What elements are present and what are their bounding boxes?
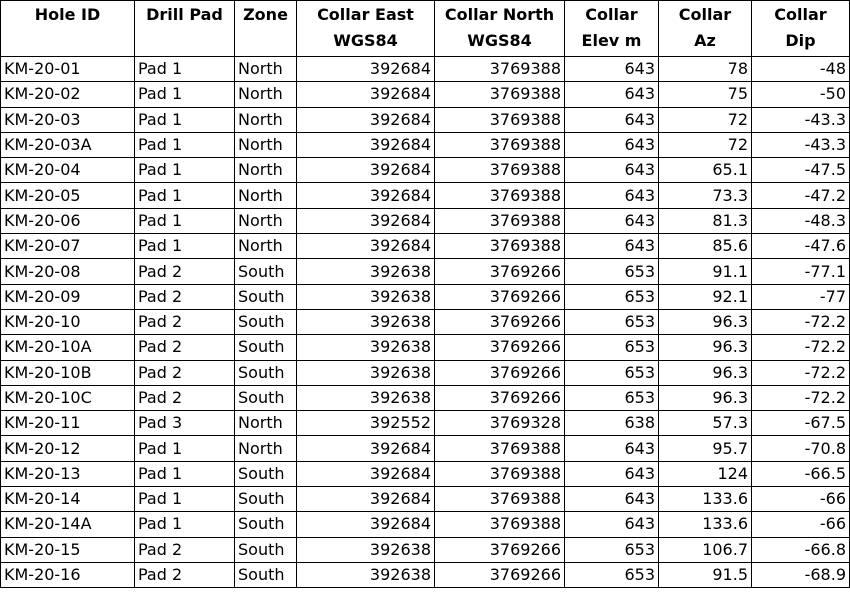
column-header-collar-elev: [565, 1, 659, 57]
cell-zone: South: [235, 562, 297, 587]
cell-collar-az: 106.7: [659, 537, 752, 562]
table-row: [1, 208, 850, 233]
cell-collar-north: 3769388: [435, 158, 565, 183]
cell-collar-az: 95.7: [659, 436, 752, 461]
cell-zone: North: [235, 107, 297, 132]
cell-drill-pad: Pad 1: [135, 208, 235, 233]
cell-collar-north: 3769388: [435, 234, 565, 259]
cell-hole-id: KM-20-06: [1, 208, 135, 233]
cell-collar-az: 81.3: [659, 208, 752, 233]
cell-collar-dip: -47.2: [752, 183, 850, 208]
cell-hole-id: KM-20-11: [1, 411, 135, 436]
cell-collar-az: 133.6: [659, 512, 752, 537]
table-row: [1, 259, 850, 284]
cell-collar-east: 392638: [297, 360, 435, 385]
cell-drill-pad: Pad 2: [135, 284, 235, 309]
column-header-line: Collar: [585, 5, 638, 24]
cell-collar-dip: -72.2: [752, 360, 850, 385]
cell-hole-id: KM-20-15: [1, 537, 135, 562]
cell-collar-north: 3769266: [435, 259, 565, 284]
cell-collar-az: 65.1: [659, 158, 752, 183]
column-header-line: Zone: [243, 5, 288, 24]
cell-hole-id: KM-20-09: [1, 284, 135, 309]
cell-collar-az: 96.3: [659, 309, 752, 334]
cell-zone: North: [235, 82, 297, 107]
cell-collar-elev: 643: [565, 158, 659, 183]
table-row: [1, 234, 850, 259]
cell-collar-az: 72: [659, 107, 752, 132]
cell-collar-elev: 653: [565, 259, 659, 284]
cell-collar-dip: -77: [752, 284, 850, 309]
cell-zone: South: [235, 487, 297, 512]
cell-collar-north: 3769388: [435, 107, 565, 132]
cell-collar-az: 85.6: [659, 234, 752, 259]
cell-collar-az: 133.6: [659, 487, 752, 512]
cell-hole-id: KM-20-12: [1, 436, 135, 461]
column-header-line: Az: [694, 31, 716, 50]
column-header-line: Collar: [774, 5, 827, 24]
cell-drill-pad: Pad 1: [135, 487, 235, 512]
table-row: [1, 385, 850, 410]
cell-collar-dip: -68.9: [752, 562, 850, 587]
cell-collar-east: 392684: [297, 82, 435, 107]
cell-zone: South: [235, 309, 297, 334]
column-header-line: Dip: [785, 31, 816, 50]
cell-collar-dip: -72.2: [752, 385, 850, 410]
cell-hole-id: KM-20-04: [1, 158, 135, 183]
table-row: [1, 57, 850, 82]
column-header-line: Elev m: [581, 31, 642, 50]
cell-drill-pad: Pad 1: [135, 82, 235, 107]
cell-collar-north: 3769266: [435, 284, 565, 309]
cell-collar-az: 96.3: [659, 335, 752, 360]
cell-collar-dip: -77.1: [752, 259, 850, 284]
cell-drill-pad: Pad 3: [135, 411, 235, 436]
table-body: [1, 57, 850, 588]
cell-collar-north: 3769388: [435, 461, 565, 486]
header-row: [1, 1, 850, 57]
cell-collar-elev: 653: [565, 385, 659, 410]
cell-zone: South: [235, 335, 297, 360]
cell-collar-elev: 643: [565, 512, 659, 537]
cell-collar-elev: 653: [565, 537, 659, 562]
cell-collar-az: 57.3: [659, 411, 752, 436]
column-header-hole-id: [1, 1, 135, 57]
column-header-line: Collar East: [317, 5, 414, 24]
cell-hole-id: KM-20-14: [1, 487, 135, 512]
cell-collar-east: 392638: [297, 562, 435, 587]
column-header-line: Hole ID: [34, 5, 101, 24]
column-header-line: Collar North: [444, 5, 555, 24]
cell-drill-pad: Pad 1: [135, 461, 235, 486]
cell-collar-az: 78: [659, 57, 752, 82]
cell-collar-elev: 643: [565, 132, 659, 157]
cell-drill-pad: Pad 1: [135, 57, 235, 82]
table-row: [1, 284, 850, 309]
cell-hole-id: KM-20-02: [1, 82, 135, 107]
cell-collar-east: 392684: [297, 132, 435, 157]
cell-collar-elev: 653: [565, 360, 659, 385]
cell-collar-dip: -48: [752, 57, 850, 82]
table-row: [1, 360, 850, 385]
cell-drill-pad: Pad 1: [135, 132, 235, 157]
cell-collar-east: 392638: [297, 259, 435, 284]
cell-hole-id: KM-20-10A: [1, 335, 135, 360]
cell-collar-elev: 643: [565, 57, 659, 82]
column-header-zone: [235, 1, 297, 57]
cell-collar-elev: 643: [565, 208, 659, 233]
column-header-line: Collar: [678, 5, 732, 24]
cell-collar-north: 3769328: [435, 411, 565, 436]
cell-collar-east: 392684: [297, 436, 435, 461]
column-header-collar-east: [297, 1, 435, 57]
table-row: [1, 461, 850, 486]
cell-collar-east: 392684: [297, 487, 435, 512]
cell-zone: North: [235, 183, 297, 208]
cell-collar-elev: 643: [565, 487, 659, 512]
cell-collar-east: 392638: [297, 385, 435, 410]
cell-hole-id: KM-20-03: [1, 107, 135, 132]
column-header-line: WGS84: [467, 31, 532, 50]
cell-collar-east: 392638: [297, 309, 435, 334]
cell-collar-elev: 643: [565, 183, 659, 208]
cell-collar-dip: -70.8: [752, 436, 850, 461]
cell-drill-pad: Pad 1: [135, 107, 235, 132]
cell-collar-dip: -66.5: [752, 461, 850, 486]
cell-collar-az: 72: [659, 132, 752, 157]
table-row: [1, 183, 850, 208]
cell-hole-id: KM-20-14A: [1, 512, 135, 537]
table-row: [1, 562, 850, 587]
cell-collar-north: 3769388: [435, 487, 565, 512]
cell-collar-dip: -43.3: [752, 132, 850, 157]
cell-collar-dip: -72.2: [752, 309, 850, 334]
cell-collar-north: 3769266: [435, 537, 565, 562]
cell-collar-elev: 653: [565, 335, 659, 360]
cell-collar-elev: 638: [565, 411, 659, 436]
cell-collar-north: 3769388: [435, 82, 565, 107]
cell-collar-east: 392684: [297, 183, 435, 208]
cell-collar-north: 3769388: [435, 183, 565, 208]
cell-hole-id: KM-20-10B: [1, 360, 135, 385]
cell-collar-az: 75: [659, 82, 752, 107]
column-header-drill-pad: [135, 1, 235, 57]
cell-collar-dip: -67.5: [752, 411, 850, 436]
table-row: [1, 158, 850, 183]
table-header: [1, 1, 850, 57]
cell-collar-east: 392684: [297, 158, 435, 183]
cell-hole-id: KM-20-01: [1, 57, 135, 82]
cell-collar-az: 96.3: [659, 360, 752, 385]
cell-hole-id: KM-20-10C: [1, 385, 135, 410]
cell-collar-elev: 643: [565, 82, 659, 107]
cell-hole-id: KM-20-03A: [1, 132, 135, 157]
cell-drill-pad: Pad 2: [135, 360, 235, 385]
cell-collar-elev: 643: [565, 107, 659, 132]
cell-zone: North: [235, 234, 297, 259]
cell-zone: North: [235, 57, 297, 82]
cell-zone: North: [235, 436, 297, 461]
table-row: [1, 487, 850, 512]
table-row: [1, 537, 850, 562]
cell-collar-elev: 653: [565, 562, 659, 587]
cell-collar-dip: -66.8: [752, 537, 850, 562]
cell-collar-dip: -47.5: [752, 158, 850, 183]
cell-drill-pad: Pad 2: [135, 259, 235, 284]
cell-collar-north: 3769388: [435, 132, 565, 157]
cell-drill-pad: Pad 2: [135, 335, 235, 360]
cell-collar-az: 92.1: [659, 284, 752, 309]
cell-collar-az: 91.1: [659, 259, 752, 284]
cell-drill-pad: Pad 2: [135, 562, 235, 587]
cell-collar-dip: -66: [752, 487, 850, 512]
column-header-line: Drill Pad: [146, 5, 223, 24]
table-row: [1, 82, 850, 107]
cell-drill-pad: Pad 2: [135, 309, 235, 334]
table-row: [1, 309, 850, 334]
cell-collar-east: 392684: [297, 461, 435, 486]
cell-collar-north: 3769266: [435, 335, 565, 360]
cell-collar-north: 3769388: [435, 436, 565, 461]
cell-collar-elev: 653: [565, 284, 659, 309]
cell-zone: South: [235, 537, 297, 562]
cell-collar-east: 392638: [297, 284, 435, 309]
cell-collar-east: 392684: [297, 208, 435, 233]
table-row: [1, 411, 850, 436]
cell-hole-id: KM-20-13: [1, 461, 135, 486]
cell-collar-north: 3769388: [435, 512, 565, 537]
cell-collar-east: 392684: [297, 234, 435, 259]
cell-zone: North: [235, 208, 297, 233]
cell-drill-pad: Pad 1: [135, 234, 235, 259]
cell-drill-pad: Pad 2: [135, 385, 235, 410]
cell-collar-dip: -47.6: [752, 234, 850, 259]
cell-collar-dip: -50: [752, 82, 850, 107]
cell-hole-id: KM-20-07: [1, 234, 135, 259]
column-header-collar-az: [659, 1, 752, 57]
cell-collar-dip: -43.3: [752, 107, 850, 132]
cell-collar-az: 96.3: [659, 385, 752, 410]
cell-collar-north: 3769266: [435, 309, 565, 334]
cell-zone: North: [235, 158, 297, 183]
cell-collar-east: 392638: [297, 537, 435, 562]
cell-zone: North: [235, 132, 297, 157]
cell-collar-east: 392684: [297, 512, 435, 537]
cell-collar-elev: 653: [565, 309, 659, 334]
cell-hole-id: KM-20-08: [1, 259, 135, 284]
cell-collar-elev: 643: [565, 436, 659, 461]
cell-hole-id: KM-20-16: [1, 562, 135, 587]
column-header-collar-north: [435, 1, 565, 57]
cell-collar-elev: 643: [565, 234, 659, 259]
cell-hole-id: KM-20-10: [1, 309, 135, 334]
cell-collar-az: 124: [659, 461, 752, 486]
cell-collar-north: 3769388: [435, 208, 565, 233]
cell-drill-pad: Pad 1: [135, 512, 235, 537]
table-row: [1, 132, 850, 157]
cell-drill-pad: Pad 1: [135, 436, 235, 461]
cell-collar-az: 91.5: [659, 562, 752, 587]
cell-collar-north: 3769266: [435, 385, 565, 410]
cell-collar-dip: -48.3: [752, 208, 850, 233]
cell-zone: South: [235, 360, 297, 385]
cell-collar-dip: -72.2: [752, 335, 850, 360]
cell-drill-pad: Pad 1: [135, 158, 235, 183]
table-row: [1, 512, 850, 537]
cell-collar-dip: -66: [752, 512, 850, 537]
cell-collar-east: 392638: [297, 335, 435, 360]
table-row: [1, 436, 850, 461]
cell-collar-east: 392552: [297, 411, 435, 436]
cell-zone: North: [235, 411, 297, 436]
cell-hole-id: KM-20-05: [1, 183, 135, 208]
cell-collar-north: 3769266: [435, 360, 565, 385]
table-row: [1, 107, 850, 132]
column-header-collar-dip: [752, 1, 850, 57]
cell-collar-az: 73.3: [659, 183, 752, 208]
cell-collar-north: 3769388: [435, 57, 565, 82]
cell-drill-pad: Pad 2: [135, 537, 235, 562]
cell-collar-elev: 643: [565, 461, 659, 486]
cell-zone: South: [235, 259, 297, 284]
column-header-line: WGS84: [333, 31, 398, 50]
cell-drill-pad: Pad 1: [135, 183, 235, 208]
cell-collar-east: 392684: [297, 107, 435, 132]
cell-zone: South: [235, 512, 297, 537]
cell-collar-north: 3769266: [435, 562, 565, 587]
cell-collar-east: 392684: [297, 57, 435, 82]
cell-zone: South: [235, 284, 297, 309]
table-row: [1, 335, 850, 360]
cell-zone: South: [235, 385, 297, 410]
cell-zone: South: [235, 461, 297, 486]
